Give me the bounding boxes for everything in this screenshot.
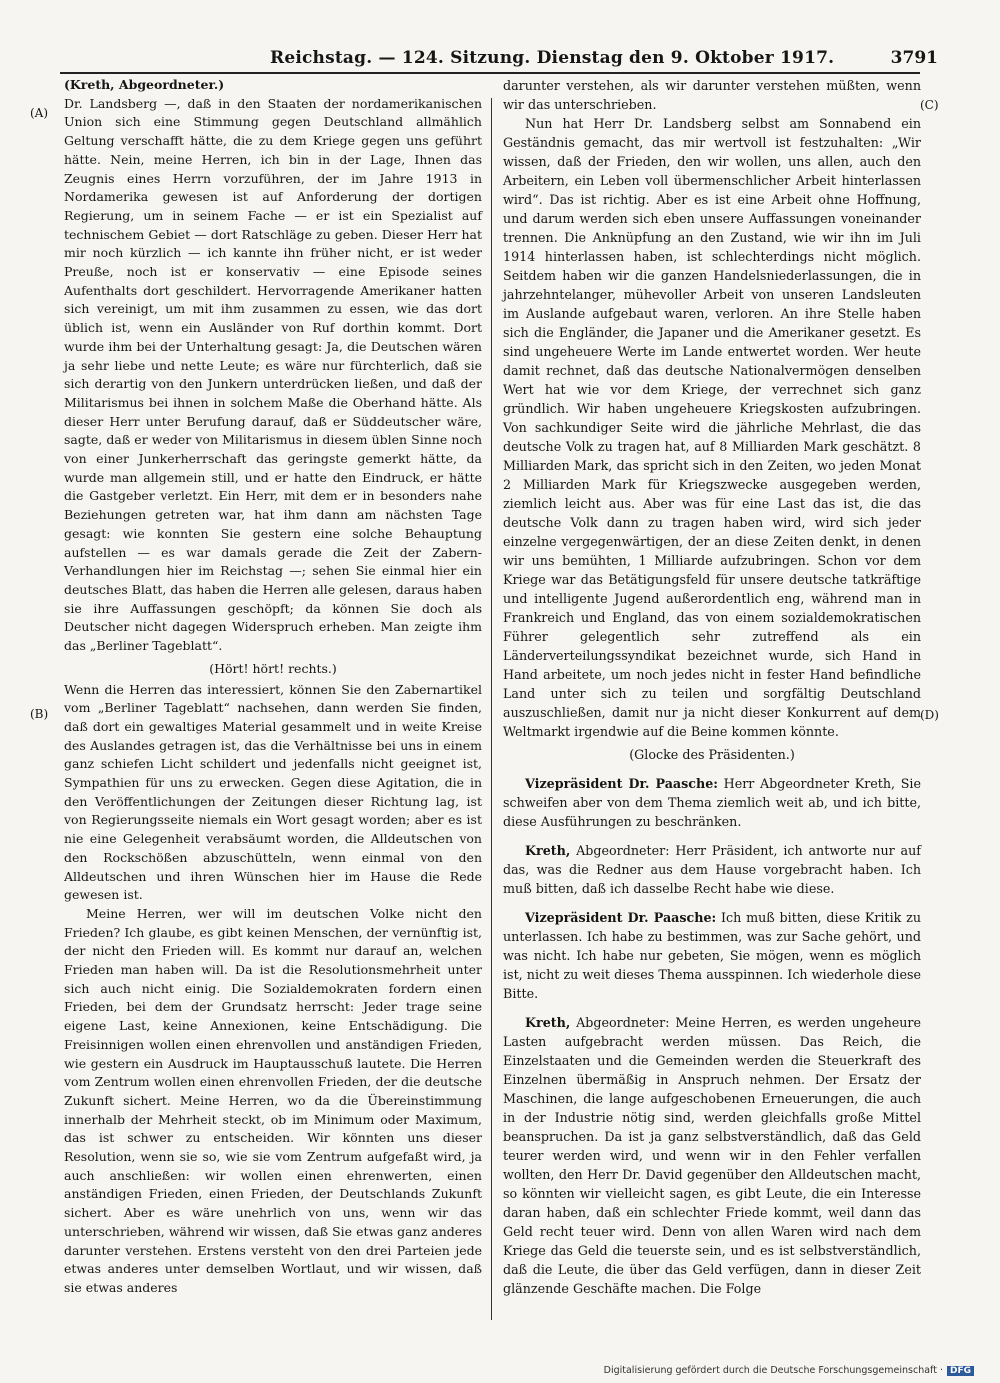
paragraph: Wenn die Herren das interessiert, können Sie den Zabernartikel vom „Berliner Tageblatt“ nachsehen, dann werden Sie finden, daß dort ein gewaltiges Material gesammelt und in weite Kreise des Auslandes getragen ist, das die Verhältnisse bei uns in einem ganz schiefen Licht schildert und jedenfalls nicht geeignet ist, Sympathien für uns zu erwecken. Gegen diese Agitation, die in den Veröffentlichungen der Zeitungen dieser Richtung lag, ist von Regierungsseite niemals ein Wort gesagt worden; aber es ist nie eine Gelegenheit verabsäumt worden, die Alldeutschen von den Rockschößen abzuschütteln, wenn einmal von den Alldeutschen und ihren Wünschen hier im Hause die Rede gewesen ist. — [64, 681, 482, 903]
paragraph: Dr. Landsberg —, daß in den Staaten der nordamerikanischen Union sich eine Stimmung gegen Deutschland allmählich Geltung verschafft hätte, die zu dem Kriege gegen uns geführt hätte. Nein, meine Herren, ich bin in der Lage, Ihnen das Zeugnis eines Herrn vorzuführen, der im Jahre 1913 in Nordamerika gewesen ist auf Anforderung der dortigen Regierung, um in seinem Fache — er ist ein Spezialist auf technischem Gebiet — dort Ratschläge zu geben. Dieser Herr hat mir noch kürzlich — ich kannte ihn früher nicht, er ist weder Preuße, noch ist er konservativ — eine Episode seines Aufenthalts dort geschildert. Hervorragende Amerikaner hatten sich vereinigt, um mit ihm zusammen zu essen, wie das dort üblich ist, wenn ein Ausländer von Ruf dorthin kommt. Dort wurde ihm bei der Unterhaltung gesagt: Ja, die Deutschen wären ja sehr liebe und nette Leute; es wäre nur fürchterlich, daß sie sich derartig von den Junkern unterdrücken ließen, und daß der Militarismus bei ihnen in solchem Maße die Oberhand hätte. Als dieser Herr unter Berufung darauf, daß er Süddeutscher wäre, sagte, daß er weder von Militarismus in diesem üblen Sinne noch von einer Junkerherrschaft das geringste gemerkt hätte, da wurde man allgemein still, und er hatte den Eindruck, er hätte die Gastgeber verletzt. Ein Herr, mit dem er in besonders nahe Beziehungen getreten war, hat ihm dann am nächsten Tage gesagt: wie konnten Sie gestern eine solche Behauptung aufstellen — es war damals gerade die Zeit der Zabern-Verhandlungen hier im Reichstag —; sehen Sie einmal hier ein deutsches Blatt, das haben die Herren alle gelesen, daraus haben sie ihre Auffassungen geschöpft; da können Sie doch als Deutscher nicht dagegen Widerspruch erheben. Man zeigte ihm das „Berliner Tageblatt“. — [64, 95, 482, 654]
speaker-note: (Kreth, Abgeordneter.) — [64, 77, 225, 92]
interjection: (Glocke des Präsidenten.) — [629, 747, 795, 762]
margin-marker-c: (C) — [920, 98, 939, 112]
header-rule — [60, 72, 920, 74]
speech-kreth-1 — [503, 841, 921, 898]
footer-text: Digitalisierung gefördert durch die Deutsche Forschungsgemeinschaft · — [603, 1365, 943, 1376]
speech-paasche-2 — [503, 908, 921, 1003]
right-column — [503, 76, 921, 1298]
page-number: 3791 — [890, 48, 938, 68]
left-column — [64, 76, 482, 1298]
running-header — [60, 48, 938, 70]
speech-text: Abgeordneter: Meine Herren, es werden ungeheure Lasten aufgebracht werden müssen. Das Reich, die Einzelstaaten und die Gemeinden werden die Steuerkraft des Einzelnen übermäßig in Anspruch nehmen. Der Ersatz der Maschinen, die lange aufgeschobenen Erneuerungen, die auch in der Industrie nötig sind, werden gleichfalls große Mittel beanspruchen. Da ist ja ganz selbstverständlich, daß das Geld teurer werden wird, und wenn wir in den Fehler verfallen wollten, den Herr Dr. David gegenüber den Alldeutschen macht, so könnten wir vielleicht sagen, es gibt Leute, die ein Interesse daran haben, daß ein schlechter Friede kommt, weil dann das Geld recht teuer wird. Denn von allen Waren wird nach dem Kriege das Geld die teuerste sein, und es ist selbstverständlich, daß die Leute, die über das Geld verfügen, dann in dieser Zeit glänzende Geschäfte machen. Die Folge — [503, 1015, 921, 1296]
speech-text: Ich muß bitten, diese Kritik zu unterlassen. Ich habe zu bestimmen, was zur Sache gehört, und was nicht. Ich habe nur gebeten, Sie mögen, wenn es möglich ist, nicht zu weit dieses Thema ausspinnen. Ich wiederhole diese Bitte. — [503, 910, 922, 1001]
speaker-name: Vizepräsident Dr. Paasche: — [525, 910, 717, 925]
column-divider — [491, 98, 492, 1320]
speaker-name: Kreth, — [525, 843, 571, 858]
speaker-name: Kreth, — [525, 1015, 571, 1030]
speaker-name: Vizepräsident Dr. Paasche: — [525, 776, 718, 791]
speech-kreth-2 — [503, 1013, 921, 1298]
margin-marker-b: (B) — [30, 707, 49, 721]
margin-marker-d: (D) — [920, 708, 939, 722]
footer-credit — [604, 1365, 974, 1379]
speech-text: Herr Abgeordneter Kreth, Sie schweifen aber von dem Thema ziemlich weit ab, und ich bitte, diese Ausführungen zu beschränken. — [503, 776, 921, 829]
margin-marker-a: (A) — [30, 106, 49, 120]
speech-text: Abgeordneter: Herr Präsident, ich antworte nur auf das, was die Redner aus dem Hause vorgebracht haben. Ich muß bitten, daß ich dasselbe Recht habe wie diese. — [503, 843, 921, 896]
interjection: (Hört! hört! rechts.) — [209, 660, 337, 676]
speech-paasche-1 — [503, 774, 921, 831]
dfg-logo: DFG — [947, 1366, 974, 1376]
paragraph: darunter verstehen, als wir darunter verstehen müßten, wenn wir das unterschrieben. — [503, 78, 921, 112]
paragraph: Meine Herren, wer will im deutschen Volke nicht den Frieden? Ich glaube, es gibt keinen Menschen, der vernünftig ist, der nicht den Frieden will. Es kommt nur darauf an, welchen Frieden man haben will. Da ist die Resolutionsmehrheit unter sich auch nicht einig. Die Sozialdemokraten fordern einen Frieden, bei dem der Grundsatz herrscht: Jeder trage seine eigene Last, keine Annexionen, keine Entschädigung. Die Freisinnigen wollen einen ehrenvollen und anständigen Frieden, wie gestern ein Ausdruck im Hauptausschuß lautete. Die Herren vom Zentrum wollen einen ehrenvollen Frieden, der die deutsche Zukunft sichert. Meine Herren, wo da die Übereinstimmung innerhalb der Mehrheit steckt, ob im Minimum oder Maximum, das ist schwer zu entscheiden. Wir könnten uns dieser Resolution, wenn sie so, wie sie vom Zentrum aufgefaßt wird, ja auch anschließen: wir wollen einen ehrenwerten, einen anständigen Frieden, einen Frieden, der Deutschlands Zukunft sichert. Aber es wäre unehrlich von uns, wenn wir das unterschrieben, während wir wissen, daß Sie etwas ganz anderes darunter verstehen. Erstens versteht von den drei Parteien jede etwas anderes unter demselben Wortlaut, und wir wissen, daß sie etwas anderes — [64, 905, 482, 1295]
running-head: Reichstag. — 124. Sitzung. Dienstag den 9. Oktober 1917. — [270, 48, 835, 68]
paragraph: Nun hat Herr Dr. Landsberg selbst am Sonnabend ein Geständnis gemacht, das mir wertvoll ist festzuhalten: „Wir wissen, daß der Frieden, den wir wollen, uns allen, auch den Arbeitern, ein Leben voll übermenschlicher Arbeit hinterlassen wird“. Das ist richtig. Aber es ist eine Arbeit ohne Hoffnung, und darum werden sich eben unsere Auffassungen voneinander trennen. Die Anknüpfung an den Zustand, wie wir ihn im Juli 1914 hinterlassen haben, ist schlechterdings nicht möglich. Seitdem haben wir die ganzen Handelsniederlassungen, die in jahrzehntelanger, mühevoller Arbeit von unseren Landsleuten im Auslande aufgebaut waren, verloren. An ihre Stelle haben sich die Engländer, die Japaner und die Amerikaner gesetzt. Es sind ungeheuere Werte im Lande entwertet worden. Wer heute damit rechnet, daß das deutsche Nationalvermögen denselben Wert hat wie vor dem Kriege, der verrechnet sich ganz gründlich. Wir haben ungeheuere Kriegskosten aufzubringen. Von sachkundiger Seite wird die jährliche Mehrlast, die das deutsche Volk zu tragen hat, auf 8 Milliarden Mark geschätzt. 8 Milliarden Mark, das spricht sich in den Zeiten, wo jeden Monat 2 Milliarden Mark für Kriegszwecke ausgegeben werden, ziemlich leicht aus. Aber was für eine Last das ist, die das deutsche Volk dann zu tragen haben wird, wird sich jeder einzelne vergegenwärtigen, der an diese Zeiten denkt, in denen wir uns bemühten, 1 Milliarde aufzubringen. Schon vor dem Kriege war das Betätigungsfeld für unsere deutsche tatkräftige und intelligente Jugend außerordentlich eng, während man in Frankreich und England, das von einem sozialdemokratischen Führer gelegentlich sehr zutreffend als ein Länderverteilungssyndikat bezeichnet wurde, sich Hand in Hand arbeitete, um noch jedes nicht in fester Hand befindliche Land unter sich zu teilen und sorgfältig Deutschland auszuschließen, damit nur ja nicht dieser Konkurrent auf dem Weltmarkt irgendwie auf die Beine kommen könnte. — [503, 116, 921, 739]
